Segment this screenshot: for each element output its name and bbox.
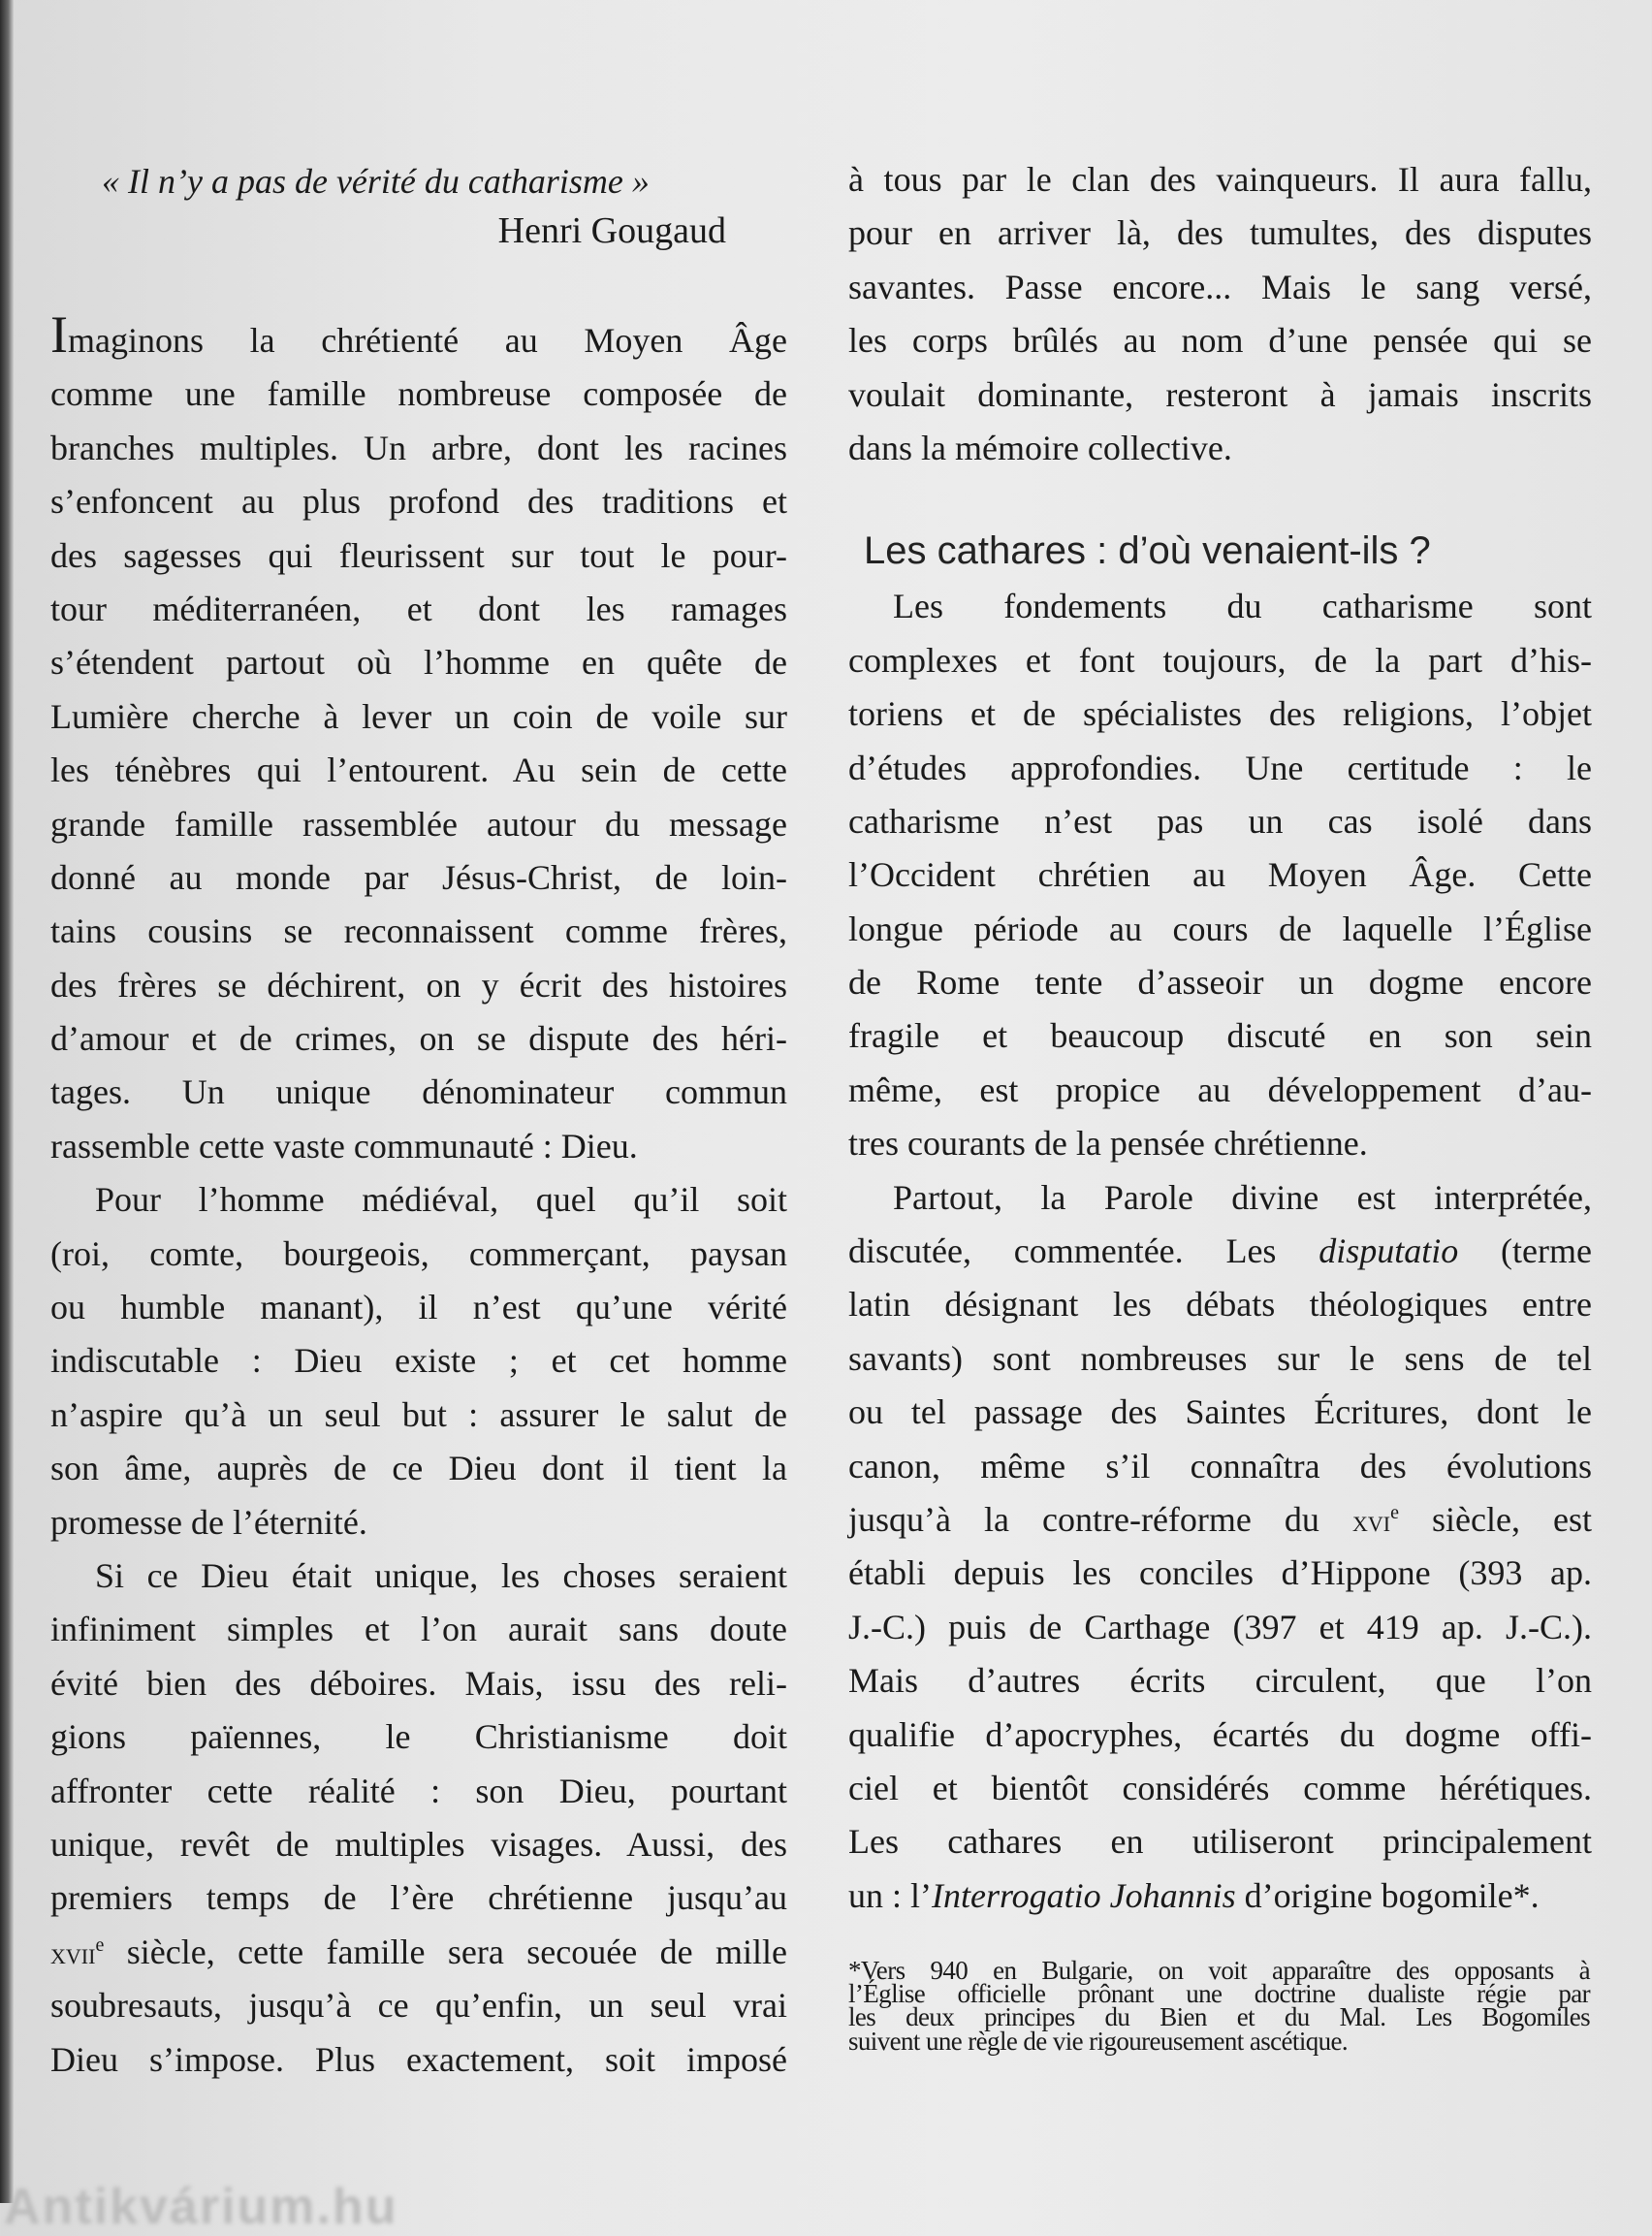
text-line: même, est propice au développement d’au- [848, 1070, 1592, 1109]
page-edge [0, 0, 14, 2203]
text-line: comme une famille nombreuse composée de [50, 374, 787, 414]
text-line: J.-C.) puis de Carthage (397 et 419 ap. J.-C.). [848, 1607, 1592, 1646]
text-line: tages. Un unique dénominateur commun [50, 1072, 787, 1112]
text-line: fragile et beaucoup discuté en son sein [848, 1016, 1592, 1056]
text-line: Les cathares en utiliseront principalement [848, 1822, 1592, 1862]
text-line: *Vers 940 en Bulgarie, on voit apparaître des opposants à [848, 1956, 1590, 1986]
text-line: gions païennes, le Christianisme doit [50, 1717, 787, 1757]
text-line: s’étendent partout où l’homme en quête de [50, 643, 787, 683]
text-line: qualifie d’apocryphes, écartés du dogme offi- [848, 1714, 1592, 1754]
text-segment: d’origine bogomile*. [1235, 1875, 1540, 1915]
superscript: e [1390, 1501, 1399, 1523]
right-column [848, 153, 1592, 2056]
text-line: grande famille rassemblée autour du message [50, 804, 787, 844]
text-line: ou tel passage des Saintes Écritures, dont le [848, 1392, 1592, 1432]
text-line: branches multiples. Un arbre, dont les racines [50, 428, 787, 467]
text-line: complexes et font toujours, de la part d’his- [848, 640, 1592, 680]
paragraph [848, 153, 1592, 475]
text-line: soubresauts, jusqu’à ce qu’enfin, un seul vrai [50, 1986, 787, 2026]
century-numeral: xvi [1351, 1502, 1391, 1538]
text-segment: siècle, est [1398, 1499, 1592, 1539]
text-line: savantes. Passe encore... Mais le sang versé, [848, 267, 1592, 306]
text-line: unique, revêt de multiples visages. Aussi, des [50, 1824, 787, 1864]
paragraph [848, 1956, 1590, 2056]
text-line: Dieu s’impose. Plus exactement, soit imposé [50, 2039, 787, 2079]
text-line: tour méditerranéen, et dont les ramages [50, 589, 787, 628]
paragraph [50, 1549, 787, 2087]
text-line: à tous par le clan des vainqueurs. Il aura fallu, [848, 160, 1592, 199]
text-line: évité bien des déboires. Mais, issu des reli- [50, 1663, 787, 1703]
text-line: premiers temps de l’ère chrétienne jusqu’au [50, 1878, 787, 1918]
paragraph [50, 305, 787, 1173]
text-line: n’aspire qu’à un seul but : assurer le salut de [50, 1394, 787, 1434]
text-line: dans la mémoire collective. [848, 428, 1232, 467]
text-line [848, 1493, 1592, 1547]
text-segment: un : l’ [848, 1875, 932, 1915]
text-line: savants) sont nombreuses sur le sens de tel [848, 1338, 1592, 1378]
text-line: rassemble cette vaste communauté : Dieu. [50, 1126, 638, 1166]
text-segment: maginons la chrétienté au Moyen Âge [67, 321, 787, 360]
text-line: de Rome tente d’asseoir un dogme encore [848, 963, 1592, 1003]
text-line: infiniment simples et l’on aurait sans doute [50, 1610, 787, 1649]
text-segment: discutée, commentée. Les [848, 1231, 1319, 1271]
text-line: son âme, auprès de ce Dieu dont il tient la [50, 1449, 787, 1488]
text-line [50, 1926, 787, 1979]
paragraph [848, 1171, 1592, 1923]
drop-cap: I [50, 305, 68, 364]
text-line: des sagesses qui fleurissent sur tout le pour- [50, 535, 787, 575]
section-body [848, 580, 1592, 1923]
text-line: l’Église officielle prônant une doctrine dualiste régie par [848, 1979, 1590, 2009]
text-line: des frères se déchirent, on y écrit des histoires [50, 965, 787, 1005]
epigraph-quote: « Il n’y a pas de vérité du catharisme » [102, 162, 650, 201]
text-line: Si ce Dieu était unique, les choses seraient [95, 1555, 787, 1595]
text-line: promesse de l’éternité. [50, 1502, 367, 1542]
paragraph [848, 580, 1592, 1170]
text-line: toriens et de spécialistes des religions, l’objet [848, 694, 1592, 734]
text-segment: jusqu’à la contre-réforme du [848, 1499, 1352, 1539]
text-line: affronter cette réalité : son Dieu, pourtant [50, 1771, 787, 1810]
text-line [848, 1869, 1592, 1923]
text-line: canon, même s’il connaîtra des évolutions [848, 1446, 1592, 1485]
text-line: tres courants de la pensée chrétienne. [848, 1124, 1368, 1164]
text-line: latin désignant les débats théologiques entre [848, 1285, 1592, 1325]
text-segment: (terme [1458, 1231, 1592, 1271]
text-line: donné au monde par Jésus-Christ, de loin- [50, 857, 787, 897]
text-line: catharisme n’est pas un cas isolé dans [848, 801, 1592, 841]
text-line: tains cousins se reconnaissent comme frères, [50, 911, 787, 951]
paragraph [50, 1173, 787, 1549]
text-line: s’enfoncent au plus profond des traditions et [50, 482, 787, 522]
text-line: l’Occident chrétien au Moyen Âge. Cette [848, 855, 1592, 895]
text-line: les corps brûlés au nom d’une pensée qui se [848, 321, 1592, 361]
text-line [848, 1225, 1592, 1278]
text-line [50, 305, 787, 367]
text-line: (roi, comte, bourgeois, commerçant, paysan [50, 1233, 787, 1273]
text-segment: siècle, cette famille sera secouée de mille [104, 1932, 787, 1971]
text-line: indiscutable : Dieu existe ; et cet homme [50, 1341, 787, 1381]
text-line: ou humble manant), il n’est qu’une vérité [50, 1288, 787, 1327]
italic-text: Interrogatio Johannis [932, 1875, 1236, 1915]
watermark: Antikvárium.hu [4, 2179, 398, 2235]
text-line: voulait dominante, resteront à jamais inscrits [848, 374, 1592, 414]
text-line: Lumière cherche à lever un coin de voile sur [50, 696, 787, 736]
text-line: les ténèbres qui l’entourent. Au sein de cette [50, 751, 787, 790]
text-line: Mais d’autres écrits circulent, que l’on [848, 1661, 1592, 1701]
italic-text: disputatio [1318, 1231, 1459, 1271]
text-line: ciel et bientôt considérés comme hérétiques. [848, 1768, 1592, 1807]
text-line: Partout, la Parole divine est interprétée, [893, 1177, 1592, 1217]
left-column [50, 305, 787, 2087]
text-line: d’amour et de crimes, on se dispute des héri- [50, 1019, 787, 1059]
footnote [848, 1956, 1590, 2056]
text-line: suivent une règle de vie rigoureusement ascétique. [848, 2026, 1349, 2056]
section-heading: Les cathares : d’où venaient-ils ? [864, 529, 1431, 573]
text-line: les deux principes du Bien et du Mal. Les Bogomiles [848, 2002, 1590, 2032]
epigraph-author: Henri Gougaud [497, 210, 726, 251]
text-line: d’études approfondies. Une certitude : le [848, 748, 1592, 787]
text-line: Les fondements du catharisme sont [893, 587, 1592, 626]
text-line: établi depuis les conciles d’Hippone (393 ap. [848, 1553, 1592, 1593]
text-line: pour en arriver là, des tumultes, des disputes [848, 213, 1592, 253]
superscript: e [95, 1933, 105, 1956]
century-numeral: xvii [50, 1934, 96, 1970]
intro-paragraph [848, 153, 1592, 475]
text-line: Pour l’homme médiéval, quel qu’il soit [95, 1180, 787, 1220]
text-line: longue période au cours de laquelle l’Église [848, 909, 1592, 948]
